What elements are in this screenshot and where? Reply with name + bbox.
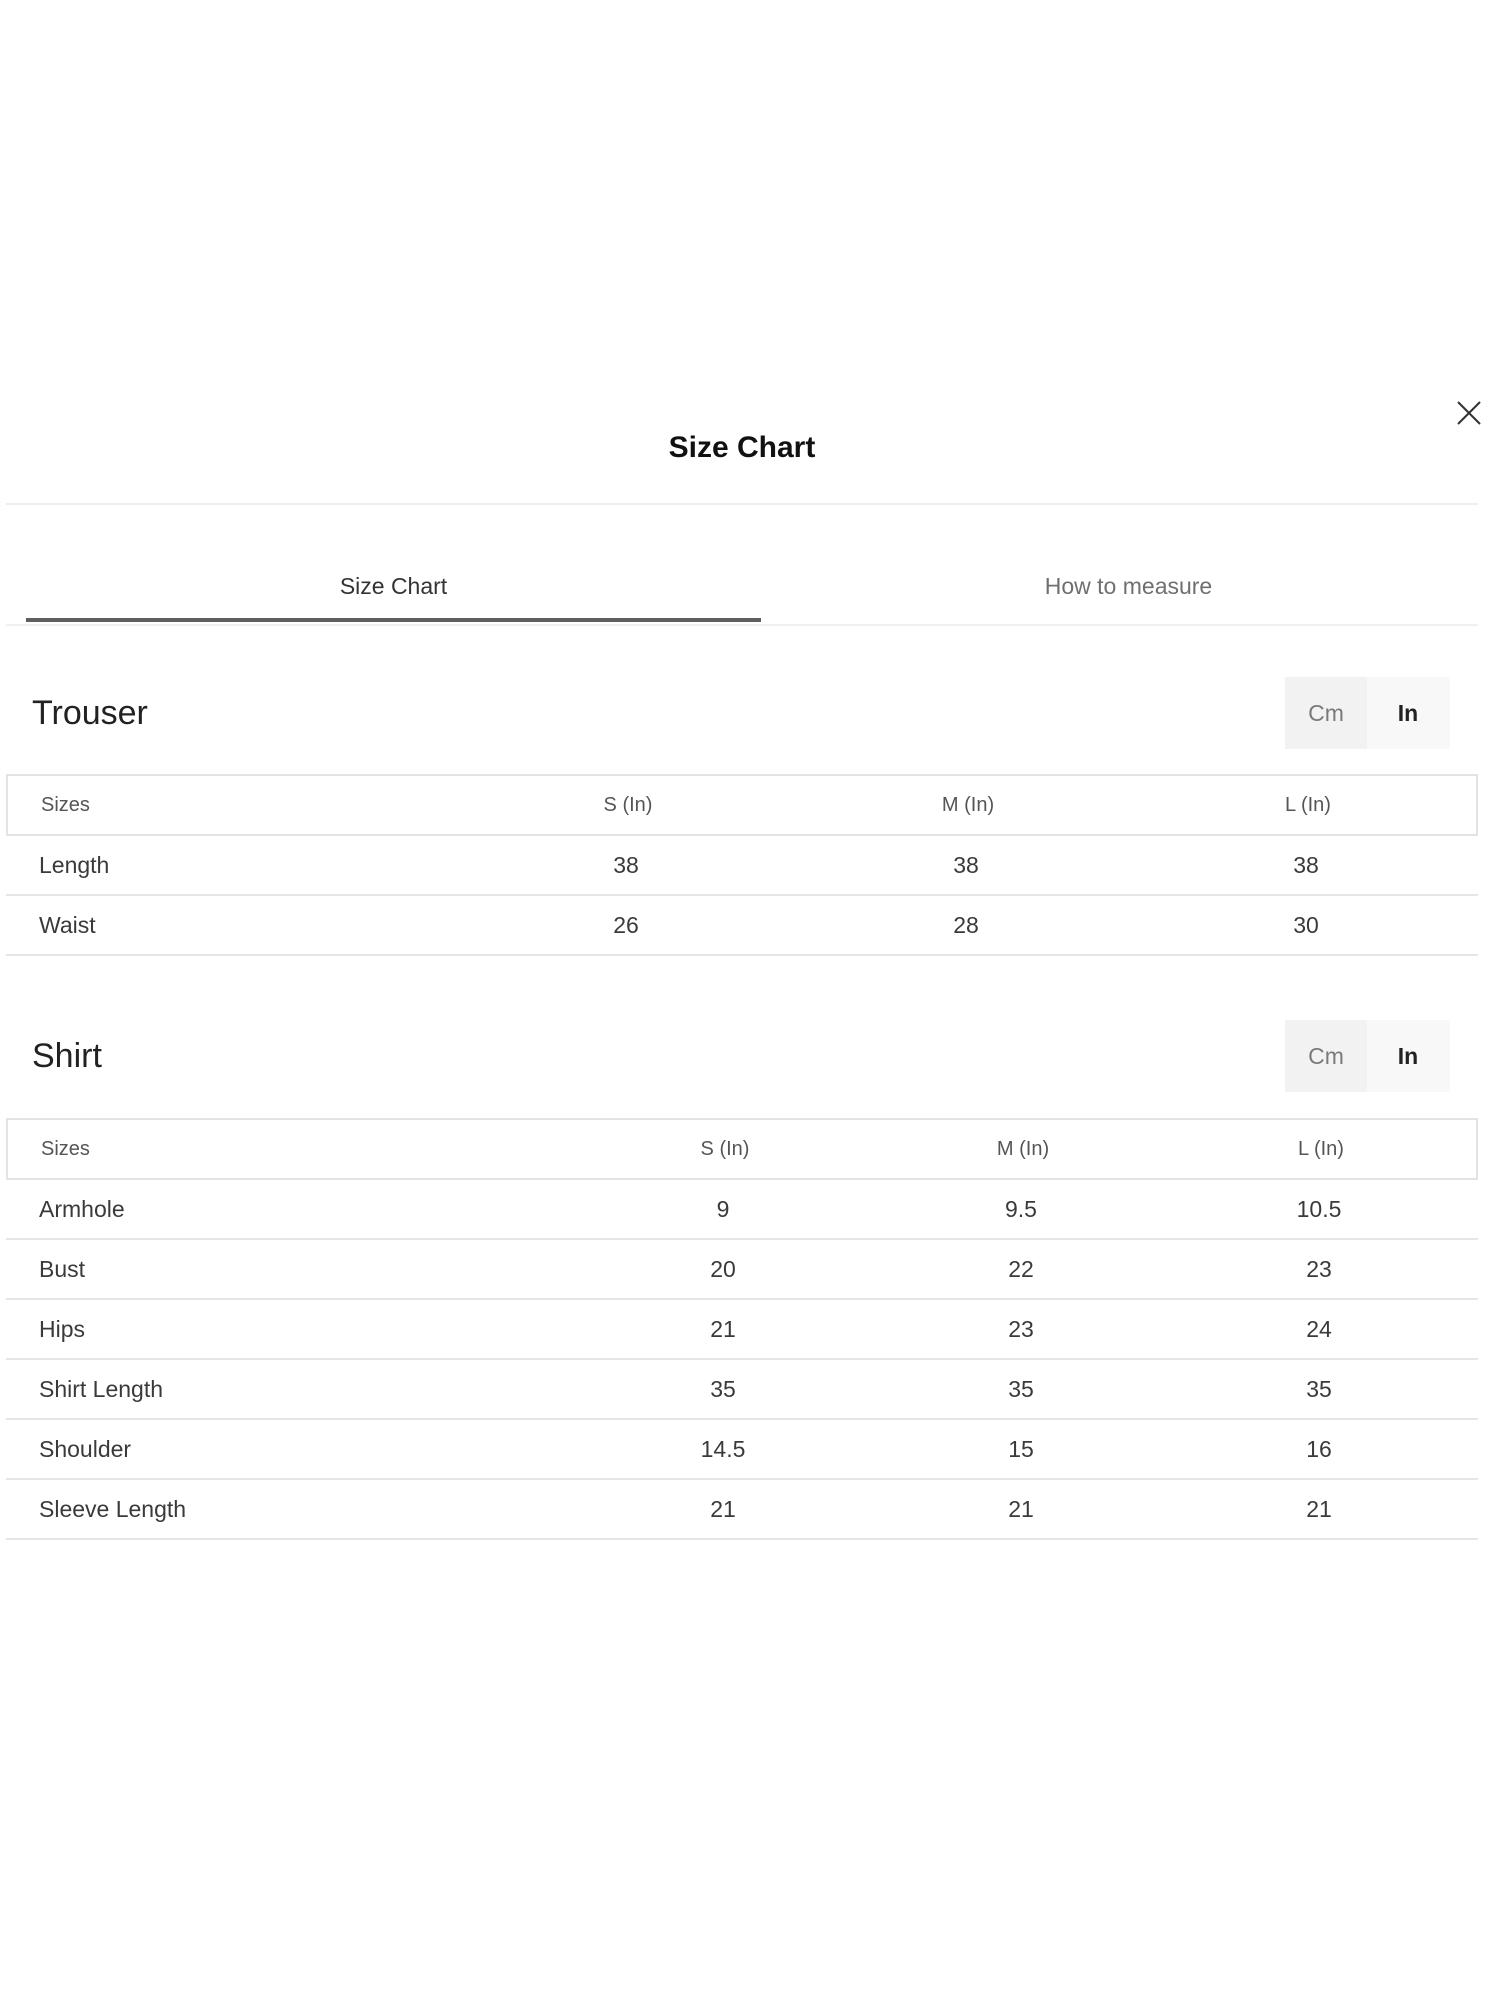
row-label: Hips	[39, 1315, 86, 1342]
cell-l: 30	[1293, 911, 1319, 938]
row-label: Shoulder	[39, 1435, 132, 1462]
cell-s: 21	[710, 1315, 736, 1342]
table-row	[6, 1420, 1478, 1480]
table-header-row	[6, 774, 1478, 836]
row-label: Bust	[39, 1255, 86, 1282]
cell-s: 9	[716, 1195, 730, 1222]
shirt-unit-cm[interactable]: Cm	[1285, 1020, 1367, 1092]
cell-m: 35	[1008, 1375, 1034, 1402]
tabs-divider	[6, 624, 1478, 626]
title-divider	[6, 503, 1478, 505]
header-s: S (In)	[700, 1137, 750, 1160]
row-label: Waist	[39, 911, 96, 938]
trouser-size-table	[6, 774, 1478, 956]
trouser-unit-in[interactable]: In	[1367, 677, 1449, 749]
cell-l: 38	[1293, 851, 1319, 878]
cell-l: 10.5	[1296, 1195, 1342, 1222]
table-row	[6, 1300, 1478, 1360]
cell-m: 23	[1008, 1315, 1034, 1342]
header-l: L (In)	[1298, 1137, 1344, 1160]
cell-s: 14.5	[700, 1435, 746, 1462]
row-label: Armhole	[39, 1195, 125, 1222]
trouser-unit-cm[interactable]: Cm	[1285, 677, 1367, 749]
table-row	[6, 1240, 1478, 1300]
cell-m: 38	[953, 851, 979, 878]
table-row	[6, 1360, 1478, 1420]
row-label: Sleeve Length	[39, 1495, 187, 1522]
table-row	[6, 1480, 1478, 1540]
cell-m: 28	[953, 911, 979, 938]
close-icon	[1454, 398, 1484, 428]
header-m: M (In)	[996, 1137, 1050, 1160]
row-label: Length	[39, 851, 110, 878]
header-sizes: Sizes	[41, 793, 90, 816]
cell-l: 16	[1306, 1435, 1332, 1462]
cell-s: 20	[710, 1255, 736, 1282]
row-label: Shirt Length	[39, 1375, 164, 1402]
cell-s: 35	[710, 1375, 736, 1402]
modal-title: Size Chart	[668, 431, 816, 464]
table-row	[6, 896, 1478, 956]
shirt-unit-toggle	[1285, 1020, 1450, 1092]
header-l: L (In)	[1285, 793, 1331, 816]
cell-s: 26	[613, 911, 639, 938]
table-row	[6, 836, 1478, 896]
shirt-section-title: Shirt	[32, 1037, 102, 1075]
cell-m: 22	[1008, 1255, 1034, 1282]
header-s: S (In)	[603, 793, 653, 816]
cell-l: 23	[1306, 1255, 1332, 1282]
cell-m: 9.5	[1005, 1195, 1037, 1222]
cell-l: 24	[1306, 1315, 1332, 1342]
cell-m: 15	[1008, 1435, 1034, 1462]
cell-s: 21	[710, 1495, 736, 1522]
cell-l: 35	[1306, 1375, 1332, 1402]
cell-m: 21	[1008, 1495, 1034, 1522]
close-button[interactable]	[1454, 398, 1484, 428]
trouser-section-title: Trouser	[32, 694, 148, 732]
table-header-row	[6, 1118, 1478, 1180]
tab-size-chart[interactable]: Size Chart	[26, 556, 761, 622]
cell-l: 21	[1306, 1495, 1332, 1522]
header-m: M (In)	[941, 793, 995, 816]
trouser-unit-toggle	[1285, 677, 1450, 749]
cell-s: 38	[613, 851, 639, 878]
header-sizes: Sizes	[41, 1137, 90, 1160]
shirt-unit-in[interactable]: In	[1367, 1020, 1449, 1092]
tab-bar	[26, 556, 1496, 626]
tab-how-to-measure[interactable]: How to measure	[1044, 573, 1213, 599]
shirt-size-table	[6, 1118, 1478, 1540]
table-row	[6, 1180, 1478, 1240]
